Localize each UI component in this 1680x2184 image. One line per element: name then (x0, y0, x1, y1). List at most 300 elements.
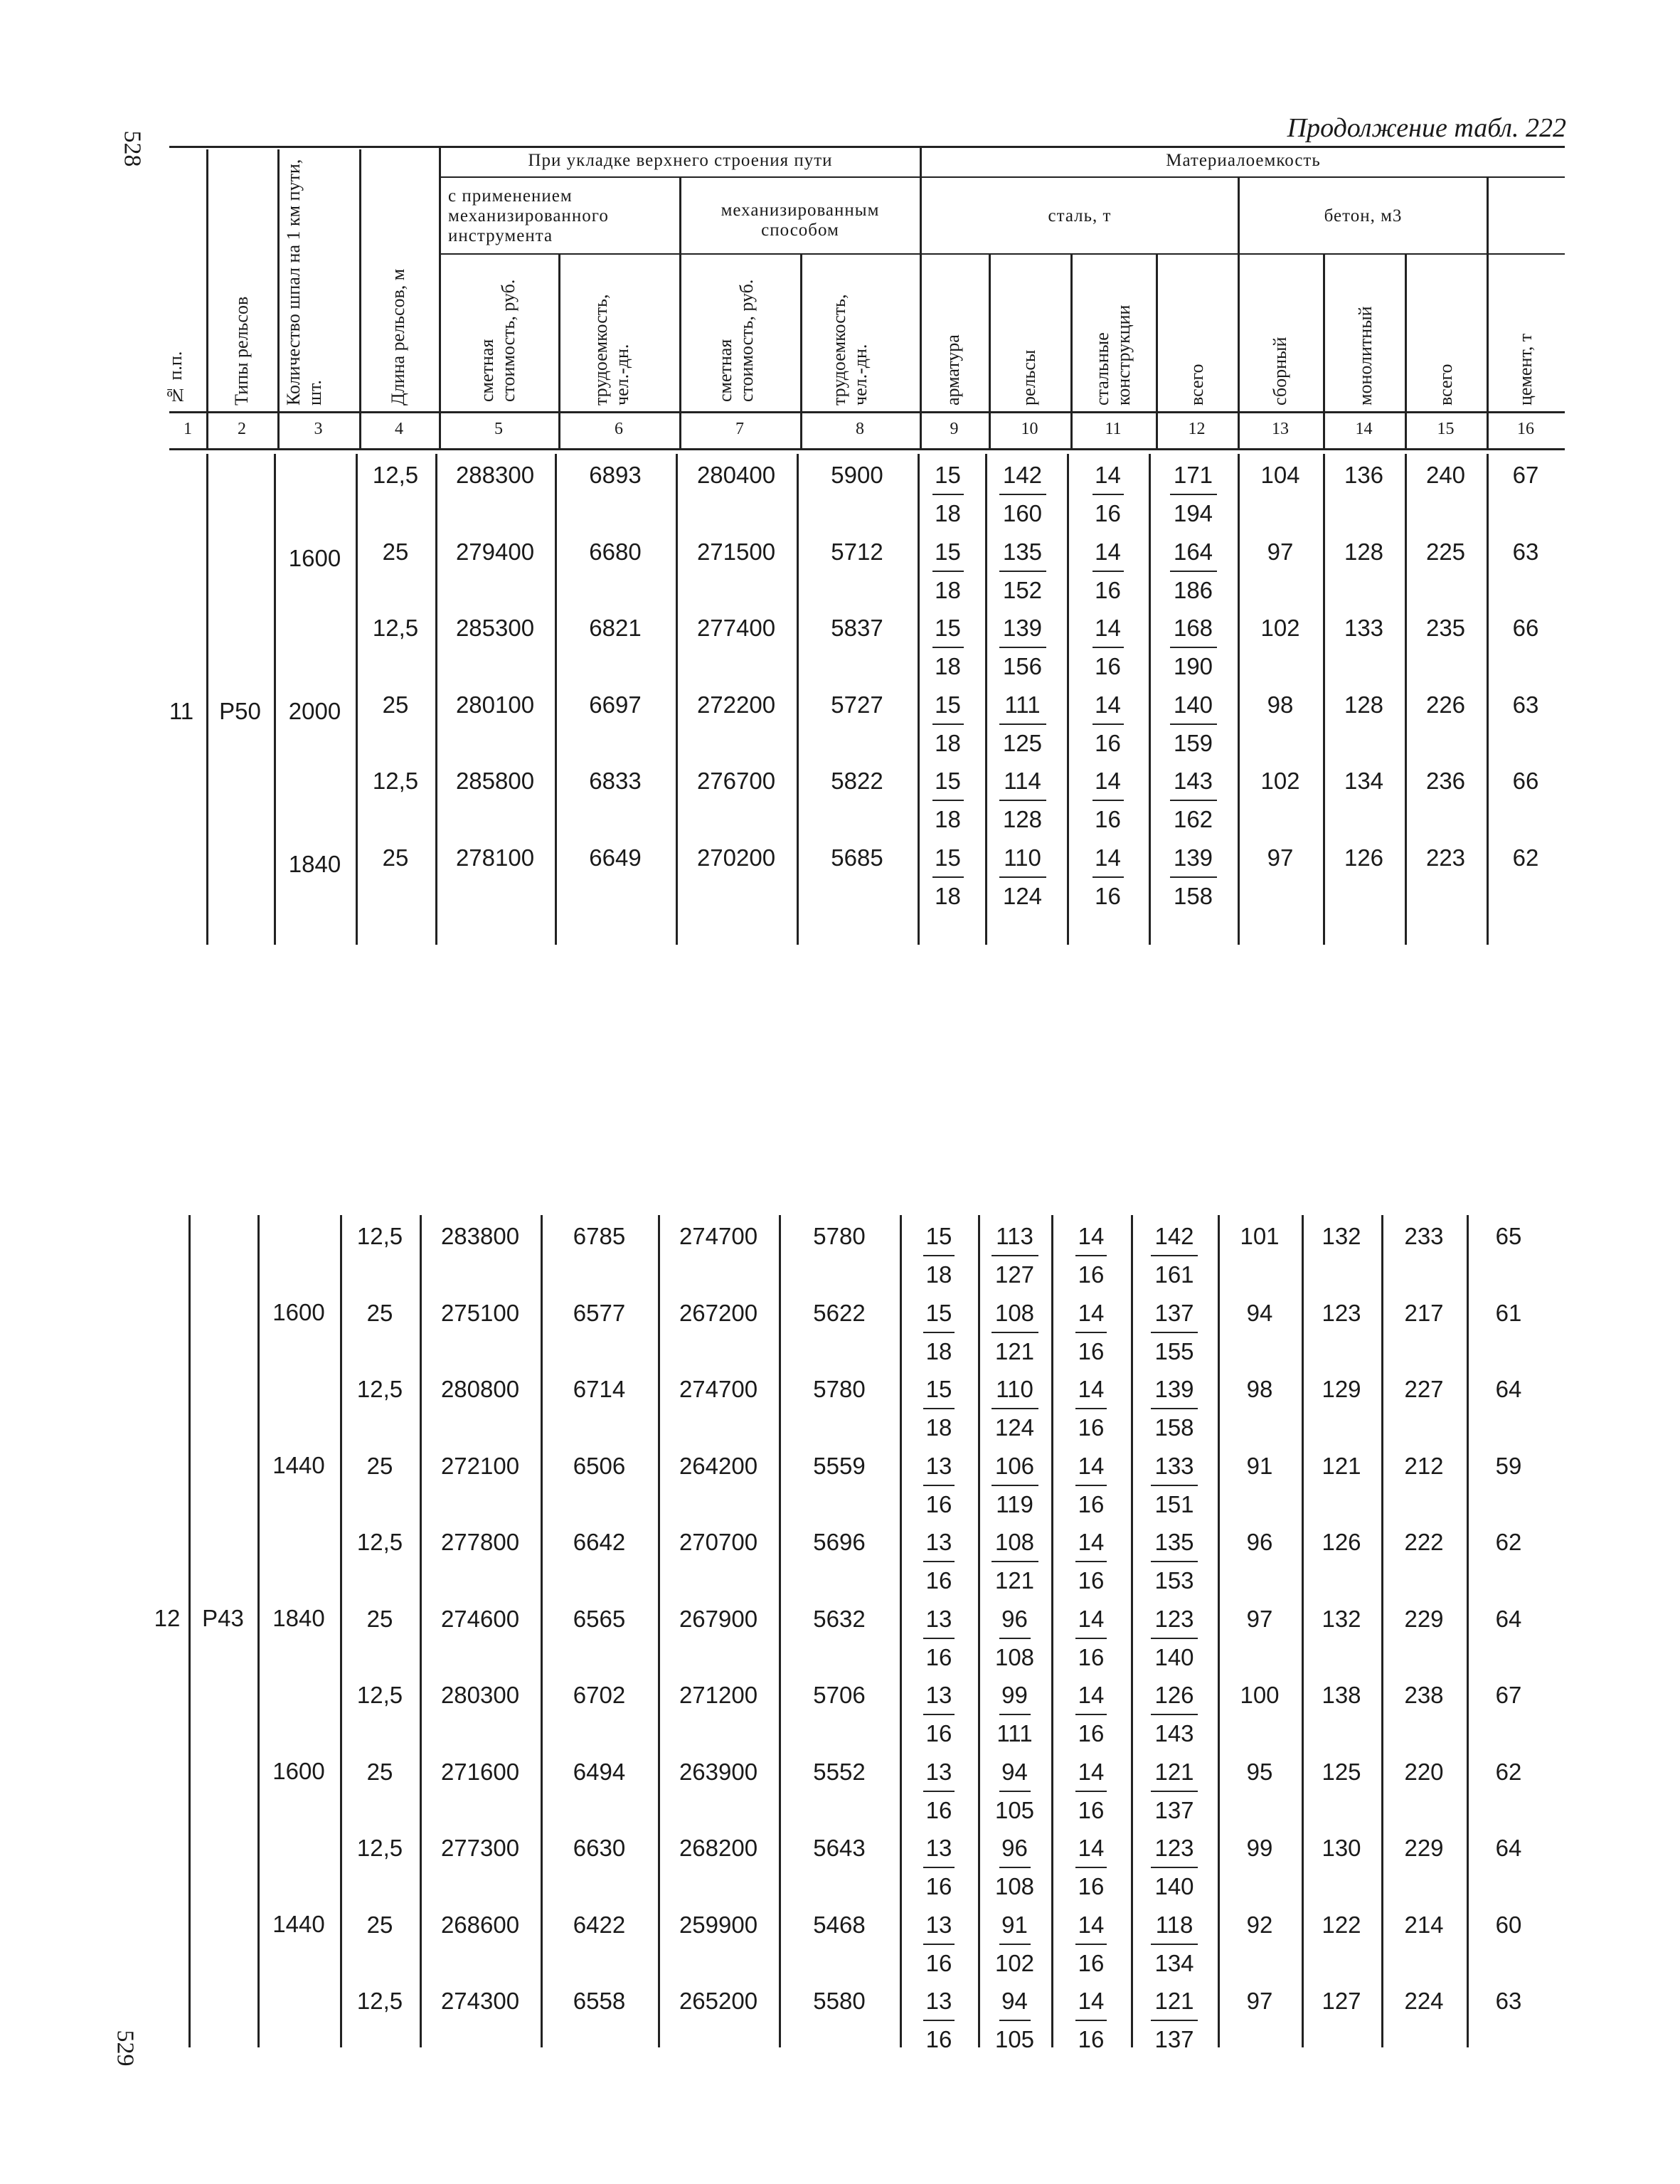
rails-fraction (978, 1299, 1051, 1366)
cost-mech: 271200 (679, 1682, 758, 1708)
labor-mech: 5727 (831, 691, 883, 718)
labor-mech-tool: 6833 (589, 768, 642, 794)
cost-mech: 272200 (696, 691, 776, 718)
denominator: 16 (1078, 1414, 1105, 1441)
sleeper-count: 1600 (288, 545, 341, 571)
denominator: 108 (994, 1873, 1035, 1899)
cost-mech-tool: 277800 (440, 1529, 520, 1555)
denominator: 16 (925, 1720, 952, 1746)
numerator: 99 (999, 1681, 1031, 1715)
concrete-total: 214 (1404, 1911, 1444, 1938)
cost-mech-tool: 271600 (440, 1758, 520, 1785)
concrete-total: 226 (1425, 691, 1466, 718)
concrete-precast: 104 (1260, 462, 1300, 488)
rail-length: 12,5 (356, 1835, 403, 1861)
rail-length: 25 (366, 1911, 393, 1938)
steel-struct-fraction (1051, 1834, 1131, 1901)
denominator: 18 (935, 576, 961, 603)
header-steel: сталь, т (1048, 206, 1112, 226)
numerator: 13 (923, 1605, 955, 1639)
concrete-precast: 95 (1246, 1758, 1273, 1785)
armatura-fraction (900, 1222, 978, 1289)
rail-type: Р43 (202, 1605, 244, 1631)
cement: 65 (1495, 1223, 1522, 1249)
header-labor2: трудоемкость, чел.-дн. (829, 294, 871, 405)
labor-mech: 5712 (831, 538, 883, 565)
denominator: 18 (935, 806, 961, 832)
numerator: 121 (1151, 1758, 1198, 1792)
steel-total-fraction (1131, 1911, 1218, 1978)
concrete-monolithic: 133 (1344, 615, 1384, 641)
cement: 66 (1512, 615, 1539, 641)
rail-length: 12,5 (356, 1223, 403, 1249)
denominator: 105 (994, 2026, 1035, 2052)
denominator: 16 (925, 1643, 952, 1670)
labor-mech: 5632 (813, 1605, 866, 1632)
concrete-monolithic: 130 (1322, 1835, 1361, 1861)
numerator: 13 (923, 1758, 955, 1792)
armatura-fraction (900, 1911, 978, 1978)
header-precast: сборный (1270, 336, 1290, 405)
concrete-total: 222 (1404, 1529, 1444, 1555)
concrete-precast: 99 (1246, 1835, 1273, 1861)
numerator: 118 (1151, 1911, 1198, 1945)
labor-mech: 5468 (813, 1911, 866, 1938)
numerator: 13 (923, 1834, 955, 1868)
cement: 64 (1495, 1376, 1522, 1402)
cement: 59 (1495, 1452, 1522, 1479)
concrete-monolithic: 127 (1322, 1988, 1361, 2014)
denominator: 105 (994, 1796, 1035, 1823)
numerator: 13 (923, 1528, 955, 1562)
cost-mech-tool: 280300 (440, 1682, 520, 1708)
labor-mech: 5837 (831, 615, 883, 641)
labor-mech: 5822 (831, 768, 883, 794)
denominator: 16 (1078, 1567, 1105, 1594)
numerator: 142 (999, 461, 1046, 495)
denominator: 16 (1078, 1796, 1105, 1823)
steel-total-fraction (1149, 691, 1238, 758)
denominator: 151 (1154, 1490, 1194, 1517)
steel-total-fraction (1131, 1834, 1218, 1901)
numerator: 113 (991, 1222, 1038, 1256)
steel-total-fraction (1131, 1299, 1218, 1366)
rail-length: 25 (382, 844, 409, 871)
numerator: 14 (1075, 1222, 1107, 1256)
concrete-total: 238 (1404, 1682, 1444, 1708)
cost-mech-tool: 283800 (440, 1223, 520, 1249)
numerator: 133 (1151, 1452, 1198, 1486)
denominator: 16 (1078, 1337, 1105, 1364)
labor-mech-tool: 6821 (589, 615, 642, 641)
header-labor1: трудоемкость, чел.-дн. (590, 294, 632, 405)
numerator: 111 (999, 691, 1046, 725)
labor-mech: 5559 (813, 1452, 866, 1479)
numerator: 96 (999, 1834, 1031, 1868)
rails-fraction (978, 1528, 1051, 1595)
row-number: 12 (154, 1605, 181, 1631)
sleeper-count: 1840 (288, 851, 341, 877)
steel-struct-fraction (1051, 1681, 1131, 1748)
denominator: 16 (1095, 576, 1121, 603)
column-number: 6 (615, 420, 623, 438)
header-col1: № п.п. (165, 351, 186, 405)
column-number: 5 (494, 420, 503, 438)
rail-length: 12,5 (356, 1529, 403, 1555)
sleeper-count: 1600 (272, 1758, 325, 1784)
cost-mech-tool: 274600 (440, 1605, 520, 1632)
rails-fraction (978, 1452, 1051, 1519)
concrete-total: 236 (1425, 768, 1466, 794)
numerator: 15 (923, 1222, 955, 1256)
cost-mech-tool: 288300 (455, 462, 535, 488)
concrete-total: 224 (1404, 1988, 1444, 2014)
rail-length: 12,5 (356, 1376, 403, 1402)
cement: 66 (1512, 768, 1539, 794)
armatura-fraction (900, 1987, 978, 2054)
numerator: 14 (1075, 1911, 1107, 1945)
rails-fraction (978, 461, 1067, 528)
column-number: 12 (1188, 420, 1206, 438)
sleeper-count: 1600 (272, 1299, 325, 1325)
numerator: 14 (1075, 1299, 1107, 1333)
cost-mech: 268200 (679, 1835, 758, 1861)
denominator: 128 (1002, 806, 1043, 832)
concrete-monolithic: 134 (1344, 768, 1384, 794)
concrete-total: 227 (1404, 1376, 1444, 1402)
steel-total-fraction (1131, 1605, 1218, 1672)
denominator: 18 (925, 1414, 952, 1441)
column-number: 11 (1105, 420, 1122, 438)
cost-mech-tool: 280100 (455, 691, 535, 718)
denominator: 186 (1173, 576, 1213, 603)
steel-total-fraction (1149, 614, 1238, 681)
denominator: 16 (1078, 1261, 1105, 1288)
denominator: 137 (1154, 2026, 1194, 2052)
denominator: 194 (1173, 500, 1213, 526)
page-number-bottom: 529 (112, 2030, 139, 2067)
denominator: 159 (1173, 729, 1213, 756)
concrete-total: 229 (1404, 1605, 1444, 1632)
denominator: 140 (1154, 1873, 1194, 1899)
cement: 67 (1495, 1682, 1522, 1708)
numerator: 14 (1092, 461, 1124, 495)
rail-length: 25 (382, 691, 409, 718)
labor-mech-tool: 6494 (573, 1758, 626, 1785)
denominator: 18 (935, 882, 961, 909)
denominator: 108 (994, 1643, 1035, 1670)
steel-total-fraction (1131, 1528, 1218, 1595)
numerator: 135 (1151, 1528, 1198, 1562)
labor-mech-tool: 6702 (573, 1682, 626, 1708)
armatura-fraction (900, 1681, 978, 1748)
denominator: 18 (935, 500, 961, 526)
cost-mech: 274700 (679, 1223, 758, 1249)
column-number: 16 (1517, 420, 1534, 438)
denominator: 18 (935, 653, 961, 679)
concrete-monolithic: 129 (1322, 1376, 1361, 1402)
numerator: 164 (1170, 538, 1217, 572)
numerator: 139 (1170, 844, 1217, 878)
page-number-top: 528 (119, 130, 146, 167)
denominator: 156 (1002, 653, 1043, 679)
labor-mech: 5696 (813, 1529, 866, 1555)
concrete-precast: 98 (1246, 1376, 1273, 1402)
labor-mech: 5685 (831, 844, 883, 871)
denominator: 140 (1154, 1643, 1194, 1670)
denominator: 18 (935, 729, 961, 756)
numerator: 14 (1075, 1758, 1107, 1792)
cost-mech-tool: 268600 (440, 1911, 520, 1938)
steel-struct-fraction (1051, 1452, 1131, 1519)
concrete-monolithic: 122 (1322, 1911, 1361, 1938)
numerator: 14 (1092, 614, 1124, 648)
header-rails: рельсы (1019, 349, 1039, 405)
denominator: 143 (1154, 1720, 1194, 1746)
numerator: 108 (991, 1528, 1038, 1562)
numerator: 108 (991, 1299, 1038, 1333)
denominator: 16 (1095, 653, 1121, 679)
numerator: 14 (1075, 1834, 1107, 1868)
denominator: 162 (1173, 806, 1213, 832)
numerator: 14 (1092, 767, 1124, 801)
header-steel-struct: стальные конструкции (1092, 304, 1134, 405)
denominator: 153 (1154, 1567, 1194, 1594)
header-cost1: сметная стоимость, руб. (477, 279, 519, 402)
denominator: 16 (1095, 806, 1121, 832)
concrete-monolithic: 121 (1322, 1452, 1361, 1479)
rails-fraction (978, 1375, 1051, 1442)
denominator: 137 (1154, 1796, 1194, 1823)
denominator: 16 (1095, 882, 1121, 909)
cement: 61 (1495, 1299, 1522, 1326)
denominator: 16 (925, 1490, 952, 1517)
rail-length: 25 (366, 1758, 393, 1785)
steel-struct-fraction (1051, 1375, 1131, 1442)
steel-struct-fraction (1051, 1299, 1131, 1366)
numerator: 14 (1092, 691, 1124, 725)
cost-mech: 267200 (679, 1299, 758, 1326)
numerator: 91 (999, 1911, 1031, 1945)
cement: 62 (1495, 1758, 1522, 1785)
numerator: 106 (991, 1452, 1038, 1486)
table-title: Продолжение табл. 222 (1287, 113, 1566, 143)
labor-mech-tool: 6697 (589, 691, 642, 718)
concrete-precast: 96 (1246, 1529, 1273, 1555)
cost-mech: 263900 (679, 1758, 758, 1785)
rails-fraction (978, 1681, 1051, 1748)
numerator: 121 (1151, 1987, 1198, 2021)
steel-struct-fraction (1051, 1605, 1131, 1672)
denominator: 124 (994, 1414, 1035, 1441)
header-total: всего (1186, 364, 1207, 405)
armatura-fraction (918, 614, 978, 681)
rail-type: Р50 (219, 698, 261, 724)
numerator: 114 (999, 767, 1046, 801)
denominator: 16 (1078, 1643, 1105, 1670)
labor-mech-tool: 6577 (573, 1299, 626, 1326)
labor-mech: 5643 (813, 1835, 866, 1861)
concrete-total: 217 (1404, 1299, 1444, 1326)
denominator: 16 (925, 1567, 952, 1594)
rail-length: 12,5 (372, 462, 419, 488)
cost-mech: 270700 (679, 1529, 758, 1555)
steel-struct-fraction (1051, 1987, 1131, 2054)
concrete-monolithic: 128 (1344, 538, 1384, 565)
column-number: 10 (1021, 420, 1038, 438)
steel-struct-fraction (1067, 767, 1149, 834)
labor-mech: 5580 (813, 1988, 866, 2014)
numerator: 13 (923, 1987, 955, 2021)
rail-length: 12,5 (372, 615, 419, 641)
concrete-monolithic: 128 (1344, 691, 1384, 718)
denominator: 124 (1002, 882, 1043, 909)
cost-mech-tool: 277300 (440, 1835, 520, 1861)
rail-length: 12,5 (356, 1988, 403, 2014)
rail-length: 25 (366, 1605, 393, 1632)
column-number: 1 (184, 420, 192, 438)
cost-mech-tool: 280800 (440, 1376, 520, 1402)
rails-fraction (978, 1758, 1051, 1825)
steel-struct-fraction (1067, 538, 1149, 605)
labor-mech-tool: 6649 (589, 844, 642, 871)
denominator: 18 (925, 1337, 952, 1364)
denominator: 121 (994, 1567, 1035, 1594)
header-cement: цемент, т (1515, 333, 1536, 405)
concrete-total: 223 (1425, 844, 1466, 871)
sleeper-count: 2000 (288, 698, 341, 724)
header-monolithic: монолитный (1355, 306, 1376, 405)
labor-mech-tool: 6506 (573, 1452, 626, 1479)
denominator: 111 (996, 1720, 1033, 1746)
labor-mech-tool: 6893 (589, 462, 642, 488)
steel-struct-fraction (1051, 1758, 1131, 1825)
denominator: 152 (1002, 576, 1043, 603)
header-mech-tool: с применением механизированного инструмента (448, 186, 609, 245)
steel-total-fraction (1149, 538, 1238, 605)
steel-struct-fraction (1067, 461, 1149, 528)
numerator: 15 (932, 767, 964, 801)
cost-mech: 271500 (696, 538, 776, 565)
armatura-fraction (918, 767, 978, 834)
cost-mech-tool: 285800 (455, 768, 535, 794)
numerator: 15 (932, 691, 964, 725)
steel-total-fraction (1131, 1987, 1218, 2054)
numerator: 15 (932, 461, 964, 495)
denominator: 134 (1154, 1949, 1194, 1976)
cost-mech: 274700 (679, 1376, 758, 1402)
steel-total-fraction (1149, 844, 1238, 911)
concrete-monolithic: 125 (1322, 1758, 1361, 1785)
denominator: 158 (1173, 882, 1213, 909)
rails-fraction (978, 538, 1067, 605)
cement: 67 (1512, 462, 1539, 488)
numerator: 135 (999, 538, 1046, 572)
rail-length: 12,5 (356, 1682, 403, 1708)
concrete-precast: 98 (1267, 691, 1294, 718)
numerator: 13 (923, 1681, 955, 1715)
labor-mech: 5900 (831, 462, 883, 488)
labor-mech-tool: 6422 (573, 1911, 626, 1938)
denominator: 16 (925, 1796, 952, 1823)
column-number: 14 (1355, 420, 1373, 438)
labor-mech-tool: 6558 (573, 1988, 626, 2014)
numerator: 14 (1075, 1605, 1107, 1639)
rail-length: 12,5 (372, 768, 419, 794)
steel-struct-fraction (1051, 1911, 1131, 1978)
steel-struct-fraction (1051, 1528, 1131, 1595)
numerator: 139 (999, 614, 1046, 648)
denominator: 155 (1154, 1337, 1194, 1364)
numerator: 110 (991, 1375, 1038, 1409)
numerator: 94 (999, 1987, 1031, 2021)
concrete-precast: 101 (1240, 1223, 1280, 1249)
steel-total-fraction (1131, 1375, 1218, 1442)
numerator: 171 (1170, 461, 1217, 495)
labor-mech: 5622 (813, 1299, 866, 1326)
concrete-monolithic: 132 (1322, 1223, 1361, 1249)
denominator: 16 (1078, 1873, 1105, 1899)
numerator: 96 (999, 1605, 1031, 1639)
concrete-total: 229 (1404, 1835, 1444, 1861)
cement: 64 (1495, 1835, 1522, 1861)
rails-fraction (978, 1834, 1051, 1901)
armatura-fraction (900, 1375, 978, 1442)
cost-mech: 276700 (696, 768, 776, 794)
column-number: 9 (950, 420, 959, 438)
labor-mech: 5552 (813, 1758, 866, 1785)
rail-length: 25 (366, 1299, 393, 1326)
armatura-fraction (918, 691, 978, 758)
numerator: 123 (1151, 1605, 1198, 1639)
labor-mech-tool: 6630 (573, 1835, 626, 1861)
numerator: 110 (999, 844, 1046, 878)
numerator: 142 (1151, 1222, 1198, 1256)
sleeper-count: 1840 (272, 1605, 325, 1631)
numerator: 15 (932, 844, 964, 878)
column-number: 3 (314, 420, 323, 438)
steel-total-fraction (1149, 461, 1238, 528)
cement: 60 (1495, 1911, 1522, 1938)
cost-mech-tool: 274300 (440, 1988, 520, 2014)
cost-mech: 264200 (679, 1452, 758, 1479)
rail-length: 25 (382, 538, 409, 565)
armatura-fraction (900, 1758, 978, 1825)
column-number: 13 (1272, 420, 1289, 438)
concrete-total: 240 (1425, 462, 1466, 488)
concrete-precast: 100 (1240, 1682, 1280, 1708)
column-number: 8 (856, 420, 864, 438)
header-material: Материалоемкость (1166, 151, 1321, 170)
concrete-total: 233 (1404, 1223, 1444, 1249)
numerator: 123 (1151, 1834, 1198, 1868)
steel-struct-fraction (1067, 614, 1149, 681)
cement: 62 (1495, 1529, 1522, 1555)
denominator: 190 (1173, 653, 1213, 679)
numerator: 137 (1151, 1299, 1198, 1333)
concrete-precast: 97 (1267, 538, 1294, 565)
header-mech: механизированным способом (721, 201, 880, 240)
concrete-monolithic: 126 (1344, 844, 1384, 871)
cement: 62 (1512, 844, 1539, 871)
concrete-precast: 97 (1246, 1605, 1273, 1632)
cement: 64 (1495, 1605, 1522, 1632)
labor-mech-tool: 6565 (573, 1605, 626, 1632)
numerator: 140 (1170, 691, 1217, 725)
denominator: 16 (1078, 1490, 1105, 1517)
denominator: 16 (1095, 729, 1121, 756)
labor-mech-tool: 6785 (573, 1223, 626, 1249)
